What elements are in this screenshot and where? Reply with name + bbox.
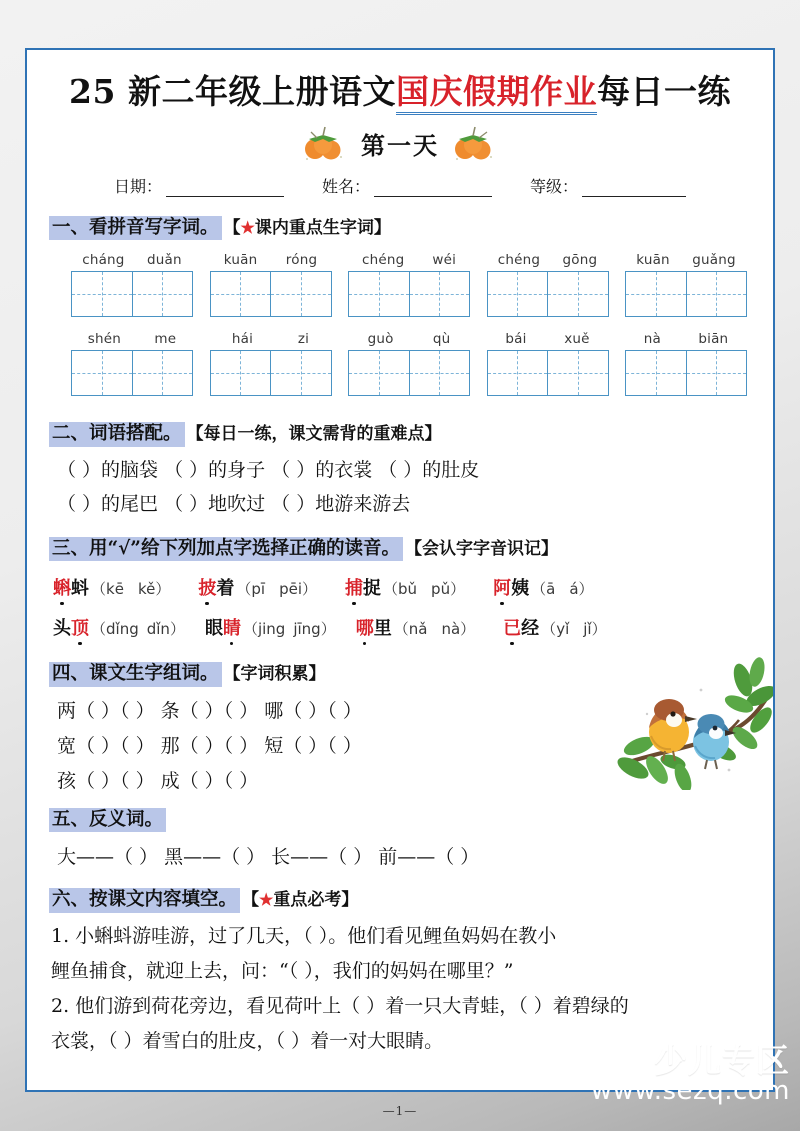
pinyin-syllable: nà bbox=[643, 331, 661, 348]
pinyin-option-b[interactable]: pēi bbox=[279, 580, 302, 599]
note-close: 】 bbox=[308, 664, 326, 685]
pinyin-syllable: chéng bbox=[497, 252, 541, 269]
tianzige-box[interactable] bbox=[487, 271, 609, 317]
pinyin-syllable: chéng bbox=[361, 252, 405, 269]
target-char: 披 bbox=[198, 574, 216, 600]
tianzige-cell[interactable] bbox=[488, 272, 548, 316]
pinyin-syllable: biān bbox=[698, 331, 729, 348]
tianzige-cell[interactable] bbox=[72, 272, 132, 316]
pinyin-syllable: wéi bbox=[432, 252, 457, 269]
tianzige-box[interactable] bbox=[487, 350, 609, 396]
choice-item[interactable] bbox=[356, 614, 475, 640]
pinyin-syllable: zi bbox=[297, 331, 310, 348]
pinyin-option-b[interactable]: jīng bbox=[293, 620, 321, 639]
persimmon-icon bbox=[299, 123, 351, 163]
section-3-note bbox=[405, 534, 558, 559]
pinyin-option-b[interactable]: á bbox=[569, 580, 579, 599]
target-char: 已 bbox=[503, 614, 521, 640]
tianzige-cell[interactable] bbox=[547, 272, 608, 316]
name-label: 姓名： bbox=[321, 177, 370, 196]
section-heading-3 bbox=[49, 534, 773, 561]
pinyin-syllable: cháng bbox=[82, 252, 125, 269]
tianzige-cell[interactable] bbox=[488, 351, 548, 395]
choice-item[interactable] bbox=[53, 614, 185, 640]
section-heading-1 bbox=[49, 213, 773, 240]
watermark-url: www.sezq.com bbox=[590, 1076, 790, 1106]
pinyin-pair bbox=[210, 252, 332, 268]
tianzige-group bbox=[71, 252, 193, 317]
word-rest: 蚪 bbox=[71, 578, 89, 600]
pinyin-pair bbox=[71, 252, 193, 268]
section-heading-5 bbox=[49, 808, 773, 832]
note-open: 【 bbox=[404, 538, 422, 559]
tianzige-box[interactable] bbox=[71, 350, 193, 396]
word-rest: 里 bbox=[373, 618, 392, 640]
pinyin-pair bbox=[625, 331, 747, 347]
choice-item[interactable] bbox=[493, 574, 593, 600]
tianzige-cell[interactable] bbox=[686, 351, 747, 395]
tianzige-box[interactable] bbox=[348, 271, 470, 317]
pinyin-syllable: kuān bbox=[636, 252, 670, 269]
section-2-note bbox=[187, 419, 442, 444]
section-1-title: 一、看拼音写字词。 bbox=[49, 216, 222, 240]
tianzige-cell[interactable] bbox=[409, 351, 470, 395]
tianzige-group bbox=[625, 331, 747, 396]
tianzige-group bbox=[348, 331, 470, 396]
tianzige-cell[interactable] bbox=[409, 272, 470, 316]
tianzige-box[interactable] bbox=[210, 271, 332, 317]
name-blank[interactable] bbox=[374, 183, 492, 197]
pinyin-pair bbox=[487, 331, 609, 347]
pinyin-syllable: guò bbox=[367, 331, 394, 348]
tianzige-group bbox=[210, 252, 332, 317]
tianzige-cell[interactable] bbox=[686, 272, 747, 316]
section-6-title: 六、按课文内容填空。 bbox=[49, 888, 240, 912]
pinyin-syllable: xuě bbox=[564, 331, 590, 348]
date-label: 日期： bbox=[113, 177, 162, 196]
note-text: 课内重点生字词 bbox=[254, 218, 374, 238]
word-rest: 经 bbox=[521, 618, 540, 640]
choice-item[interactable] bbox=[503, 614, 606, 640]
target-char: 蝌 bbox=[53, 574, 71, 600]
tianzige-group bbox=[625, 252, 747, 317]
choice-row-1 bbox=[53, 574, 773, 600]
pinyin-syllable: kuān bbox=[223, 252, 258, 269]
pinyin-option-b[interactable]: dǐn bbox=[146, 620, 170, 639]
pinyin-option-a[interactable]: pī bbox=[251, 580, 266, 599]
fill-blank-line-4[interactable]: 衣裳，（ ）着雪白的肚皮，（ ）着一对大眼睛。 bbox=[51, 1029, 444, 1052]
watermark bbox=[590, 1041, 790, 1107]
pinyin-option-b[interactable]: jǐ bbox=[583, 620, 592, 639]
note-open: 【 bbox=[223, 664, 241, 685]
star-icon: ★ bbox=[259, 890, 274, 910]
pinyin-syllable: bái bbox=[505, 331, 527, 348]
section-heading-6 bbox=[49, 885, 773, 912]
pinyin-syllable: shén bbox=[87, 331, 121, 348]
choice-item[interactable] bbox=[198, 574, 317, 600]
watermark-brand: 少儿专区 bbox=[654, 1041, 790, 1080]
persimmon-icon bbox=[449, 123, 501, 163]
pinyin-syllable: gōng bbox=[562, 252, 598, 269]
section-4-note bbox=[224, 659, 326, 684]
pinyin-pair bbox=[625, 252, 747, 268]
tianzige-cell[interactable] bbox=[211, 351, 271, 395]
fill-blank-line-1[interactable]: 1. 小蝌蚪游哇游，过了几天，（ ）。他们看见鲤鱼妈妈在教小 bbox=[51, 924, 557, 947]
tianzige-cell[interactable] bbox=[270, 351, 331, 395]
target-char: 睛 bbox=[223, 614, 241, 640]
date-field[interactable] bbox=[114, 174, 284, 197]
tianzige-box[interactable] bbox=[210, 350, 332, 396]
note-open: 【 bbox=[223, 218, 241, 238]
tianzige-cell[interactable] bbox=[72, 351, 132, 395]
tianzige-cell[interactable] bbox=[626, 272, 686, 316]
section-6-note bbox=[242, 885, 358, 910]
pinyin-option-a[interactable]: ā bbox=[546, 580, 556, 599]
pinyin-option-a[interactable]: nǎ bbox=[408, 620, 428, 639]
pinyin-syllable: qù bbox=[432, 331, 451, 348]
section-4-title: 四、课文生字组词。 bbox=[49, 662, 222, 686]
pinyin-option-a[interactable]: jing bbox=[257, 620, 286, 639]
title-highlight: 国庆假期作业 bbox=[396, 72, 597, 115]
pinyin-options[interactable]: （bǔ pǔ） bbox=[383, 580, 466, 599]
note-close: 】 bbox=[540, 538, 558, 559]
worksheet-page bbox=[25, 48, 775, 1092]
meta-row bbox=[27, 174, 773, 197]
grade-field[interactable] bbox=[530, 174, 686, 197]
note-text: 字词积累 bbox=[240, 664, 309, 685]
fill-blank-line-2[interactable]: 鲤鱼捕食，就迎上去，问：“（ ），我们的妈妈在哪里？” bbox=[51, 959, 514, 982]
name-field[interactable] bbox=[322, 174, 492, 197]
tianzige-cell[interactable] bbox=[547, 351, 608, 395]
note-open: 【 bbox=[186, 424, 204, 445]
pinyin-pair bbox=[348, 331, 470, 347]
tianzige-cell[interactable] bbox=[270, 272, 331, 316]
word-pre: 头 bbox=[53, 618, 71, 640]
tianzige-cell[interactable] bbox=[211, 272, 271, 316]
title-prefix: 25 新二年级上册语文 bbox=[69, 72, 396, 111]
tianzige-group bbox=[487, 252, 609, 317]
pinyin-pair bbox=[71, 331, 193, 347]
choice-item[interactable] bbox=[205, 614, 336, 640]
pinyin-options[interactable]: （yǐ jǐ） bbox=[541, 620, 607, 639]
word-build-line-2[interactable]: 宽（ ）（ ） 那（ ）（ ） 短（ ）（ ） bbox=[57, 734, 362, 757]
target-char: 捕 bbox=[345, 574, 363, 600]
section-5-title: 五、反义词。 bbox=[49, 808, 166, 832]
word-rest: 姨 bbox=[511, 578, 530, 600]
pinyin-syllable: duǎn bbox=[147, 252, 182, 269]
tianzige-group bbox=[487, 331, 609, 396]
tianzige-row-2 bbox=[27, 331, 773, 396]
pinyin-option-a[interactable]: kē bbox=[106, 580, 124, 599]
tianzige-box[interactable] bbox=[348, 350, 470, 396]
tianzige-box[interactable] bbox=[71, 271, 193, 317]
word-rest: 捉 bbox=[363, 578, 381, 600]
section-3-title: 三、用“√”给下列加点字选择正确的读音。 bbox=[49, 537, 403, 561]
pinyin-options[interactable]: （kē kě） bbox=[91, 580, 171, 599]
note-close: 】 bbox=[341, 890, 359, 911]
note-close: 】 bbox=[424, 424, 442, 445]
title-suffix: 每日一练 bbox=[596, 72, 731, 111]
word-build-line-1[interactable]: 两（ ）（ ） 条（ ）（ ） 哪（ ）（ ） bbox=[57, 699, 362, 722]
section-heading-2 bbox=[49, 419, 773, 446]
tianzige-row-1 bbox=[27, 252, 773, 317]
target-char: 顶 bbox=[71, 614, 89, 640]
tianzige-cell[interactable] bbox=[626, 351, 686, 395]
pinyin-option-b[interactable]: nà bbox=[441, 620, 461, 639]
pinyin-option-b[interactable]: pǔ bbox=[431, 580, 451, 599]
tianzige-box[interactable] bbox=[625, 350, 747, 396]
star-icon: ★ bbox=[240, 218, 255, 237]
section-heading-4 bbox=[49, 659, 773, 686]
page-title bbox=[27, 66, 773, 113]
pinyin-options[interactable]: （ā á） bbox=[531, 580, 594, 599]
note-text: 每日一练，课文需背的重难点 bbox=[203, 424, 425, 445]
word-rest: 着 bbox=[216, 578, 235, 600]
tianzige-cell[interactable] bbox=[349, 272, 409, 316]
pinyin-options[interactable]: （nǎ nà） bbox=[393, 620, 476, 639]
collocation-line-1[interactable]: （ ）的脑袋 （ ）的身子 （ ）的衣裳 （ ）的肚皮 bbox=[57, 458, 480, 481]
note-close: 】 bbox=[373, 218, 391, 238]
pinyin-pair bbox=[348, 252, 470, 268]
pinyin-syllable: hái bbox=[231, 331, 254, 348]
pinyin-pair bbox=[210, 331, 332, 347]
page-number: —1— bbox=[382, 1104, 418, 1118]
pinyin-syllable: guǎng bbox=[692, 252, 736, 269]
pinyin-option-a[interactable]: bǔ bbox=[398, 580, 418, 599]
tianzige-group bbox=[71, 331, 193, 396]
pinyin-syllable: róng bbox=[285, 252, 318, 269]
choice-item[interactable] bbox=[345, 574, 465, 600]
pinyin-option-b[interactable]: kě bbox=[137, 580, 156, 599]
word-build-line-3[interactable]: 孩（ ）（ ） 成（ ）（ ） bbox=[57, 769, 259, 792]
date-blank[interactable] bbox=[166, 183, 284, 197]
pinyin-pair bbox=[487, 252, 609, 268]
tianzige-group bbox=[210, 331, 332, 396]
tianzige-box[interactable] bbox=[625, 271, 747, 317]
tianzige-group bbox=[348, 252, 470, 317]
fill-blank-line-3[interactable]: 2. 他们游到荷花旁边，看见荷叶上（ ）着一只大青蛙，（ ）着碧绿的 bbox=[51, 994, 629, 1017]
section-2-title: 二、词语搭配。 bbox=[49, 422, 185, 446]
pinyin-options[interactable]: （dǐng dǐn） bbox=[91, 620, 185, 639]
pinyin-syllable: me bbox=[154, 331, 177, 348]
pinyin-option-a[interactable]: yǐ bbox=[556, 620, 570, 639]
pinyin-options[interactable]: （pī pēi） bbox=[236, 580, 317, 599]
note-text: 重点必考 bbox=[273, 890, 342, 911]
day-banner bbox=[27, 122, 773, 164]
day-label: 第一天 bbox=[361, 130, 439, 160]
tianzige-cell[interactable] bbox=[132, 351, 193, 395]
section-1-note bbox=[224, 213, 391, 238]
target-char: 阿 bbox=[493, 574, 511, 600]
tianzige-cell[interactable] bbox=[349, 351, 409, 395]
pinyin-options[interactable]: （jing jīng） bbox=[242, 620, 336, 639]
tianzige-cell[interactable] bbox=[132, 272, 193, 316]
note-open: 【 bbox=[242, 890, 260, 911]
grade-label: 等级： bbox=[530, 177, 579, 196]
target-char: 哪 bbox=[356, 614, 374, 640]
antonym-line[interactable]: 大——（ ） 黑——（ ） 长——（ ） 前——（ ） bbox=[57, 846, 480, 869]
choice-row-2 bbox=[53, 614, 773, 640]
choice-item[interactable] bbox=[53, 574, 170, 600]
word-pre: 眼 bbox=[204, 618, 223, 640]
pinyin-option-a[interactable]: dǐng bbox=[106, 620, 139, 639]
grade-blank[interactable] bbox=[582, 183, 686, 197]
collocation-line-2[interactable]: （ ）的尾巴 （ ）地吹过 （ ）地游来游去 bbox=[57, 492, 411, 515]
note-text: 会认字字音识记 bbox=[421, 538, 541, 559]
